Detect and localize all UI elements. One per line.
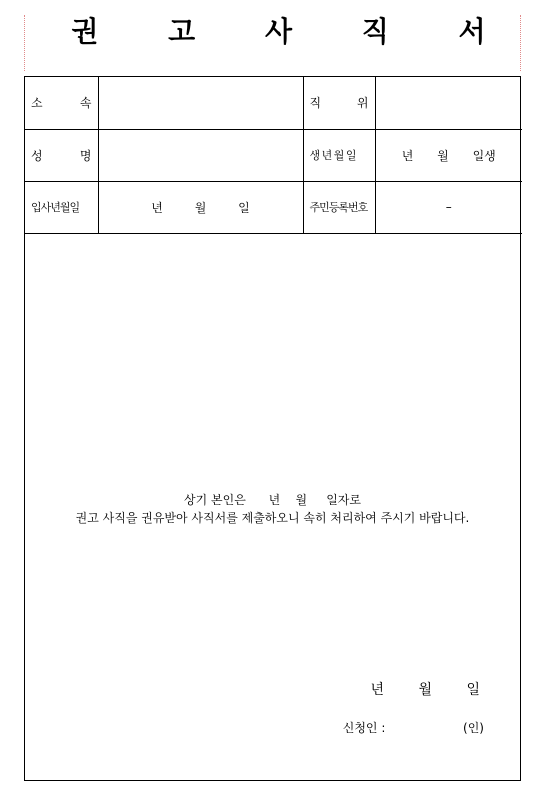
birth-date-label: 생 년 월 일 bbox=[303, 129, 375, 181]
resident-number-label: 주민등록번호 bbox=[303, 181, 375, 233]
applicant-label: 신청인 : bbox=[342, 721, 386, 735]
position-field[interactable] bbox=[375, 77, 522, 129]
position-label: 직 위 bbox=[303, 77, 375, 129]
affiliation-field[interactable] bbox=[98, 77, 303, 129]
resignation-form bbox=[24, 76, 521, 781]
applicant-signature-line bbox=[343, 719, 484, 736]
table-row bbox=[25, 129, 522, 181]
document-title: 권 고 사 직 서 bbox=[71, 15, 516, 48]
statement-text bbox=[25, 491, 520, 527]
statement-line-1: 상기 본인은 년 월 일자로 bbox=[184, 493, 361, 507]
affiliation-label: 소 속 bbox=[25, 77, 98, 129]
submission-date: 년 월 일 bbox=[370, 682, 480, 698]
birth-date-field[interactable]: 년 월 일생 bbox=[375, 129, 522, 181]
name-label: 성 명 bbox=[25, 129, 98, 181]
join-date-label: 입사년월일 bbox=[25, 181, 98, 233]
statement-line-2: 권고 사직을 권유받아 사직서를 제출하오니 속히 처리하여 주시기 바랍니다. bbox=[75, 511, 470, 525]
info-table bbox=[25, 77, 522, 234]
join-date-field[interactable]: 년 월 일 bbox=[98, 181, 303, 233]
seal-mark: (인) bbox=[463, 721, 484, 735]
resident-number-field[interactable]: – bbox=[375, 181, 522, 233]
name-field[interactable] bbox=[98, 129, 303, 181]
table-row bbox=[25, 77, 522, 129]
table-row bbox=[25, 181, 522, 233]
